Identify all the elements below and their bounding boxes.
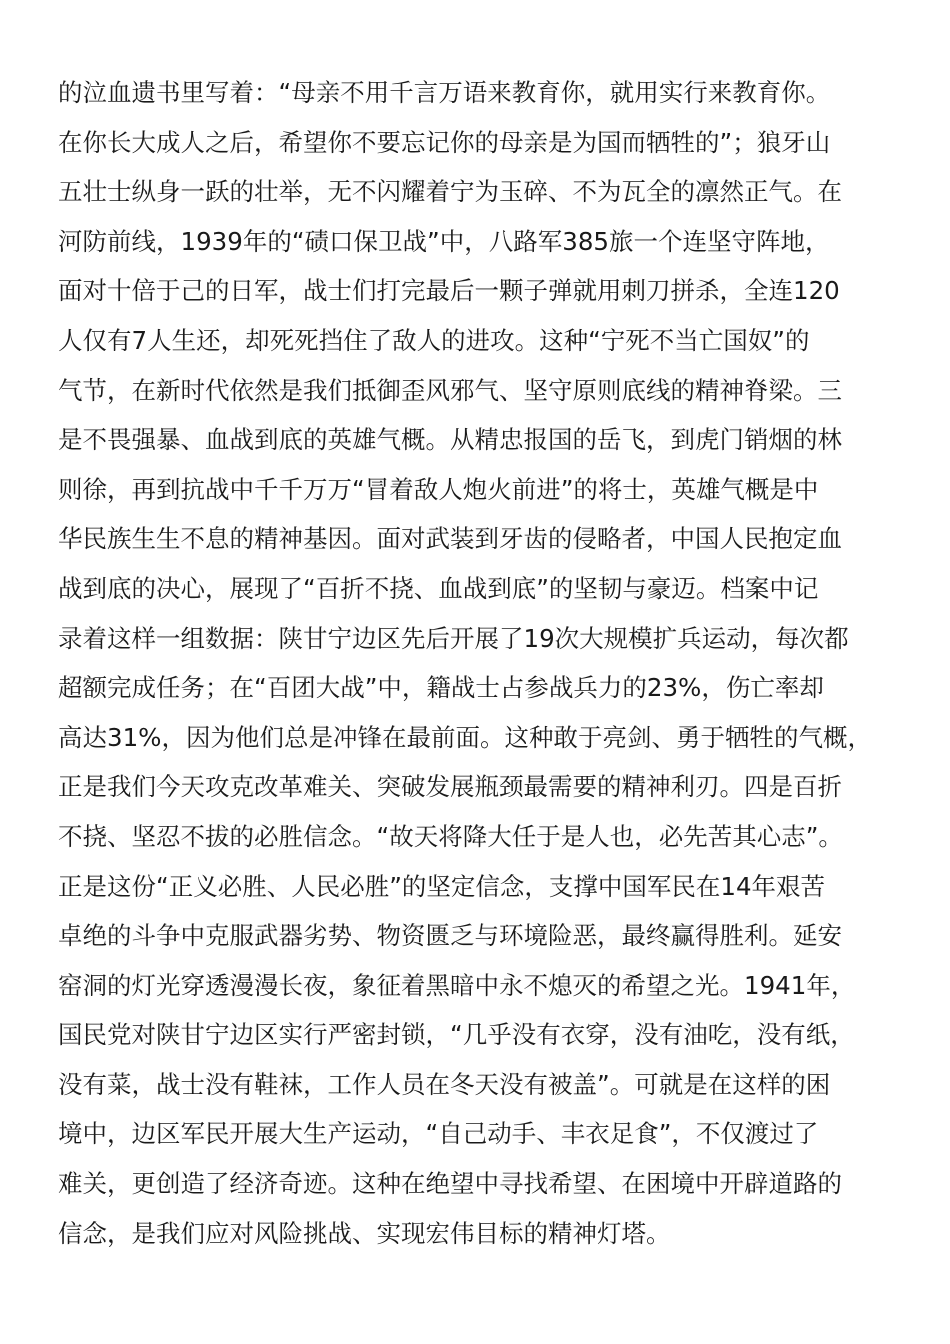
text-line-18: 卓绝的斗争中克服武器劣势、物资匮乏与环境险恶，最终赢得胜利。延安	[58, 921, 842, 951]
text-line-22: 境中，边区军民开展大生产运动，“自己动手、丰衣足食”，不仅渡过了	[58, 1119, 819, 1149]
text-line-9: 则徐，再到抗战中千千万万“冒着敌人炮火前进”的将士，英雄气概是中	[58, 474, 819, 504]
text-line-4: 河防前线，1939年的“碛口保卫战”中，八路军385旅一个连坚守阵地，	[58, 226, 830, 256]
text-line-1: 的泣血遗书里写着：“母亲不用千言万语来教育你，就用实行来教育你。	[58, 78, 831, 107]
text-line-7: 气节，在新时代依然是我们抵御歪风邪气、坚守原则底线的精神脊梁。三	[58, 375, 842, 405]
text-line-11: 战到底的决心，展现了“百折不挠、血战到底”的坚韧与豪迈。档案中记	[58, 573, 819, 603]
text-line-13: 超额完成任务；在“百团大战”中，籍战士占参战兵力的23%，伤亡率却	[58, 673, 824, 703]
text-line-20: 国民党对陕甘宁边区实行严密封锁，“几乎没有衣穿，没有油吃，没有纸，	[58, 1020, 855, 1050]
text-line-23: 难关，更创造了经济奇迹。这种在绝望中寻找希望、在困境中开辟道路的	[58, 1169, 842, 1199]
text-line-8: 是不畏强暴、血战到底的英雄气概。从精忠报国的岳飞，到虎门销烟的林	[58, 425, 842, 455]
text-line-16: 不挠、坚忍不拔的必胜信念。“故天将降大任于是人也，必先苦其心志”。	[58, 821, 843, 851]
text-line-2: 在你长大成人之后，希望你不要忘记你的母亲是为国而牺牲的”；狼牙山	[58, 127, 831, 157]
text-line-12: 录着这样一组数据：陕甘宁边区先后开展了19次大规模扩兵运动，每次都	[58, 623, 849, 653]
text-line-5: 面对十倍于己的日军，战士们打完最后一颗子弹就用刺刀拼杀，全连120	[58, 276, 840, 306]
text-line-15: 正是我们今天攻克改革难关、突破发展瓶颈最需要的精神利刃。四是百折	[58, 772, 842, 802]
text-line-10: 华民族生生不息的精神基因。面对武装到牙齿的侵略者，中国人民抱定血	[58, 524, 842, 554]
text-line-17: 正是这份“正义必胜、人民必胜”的坚定信念，支撑中国军民在14年艰苦	[58, 871, 826, 901]
text-line-24: 信念，是我们应对风险挑战、实现宏伟目标的精神灯塔。	[58, 1218, 671, 1248]
text-line-14: 高达31%，因为他们总是冲锋在最前面。这种敢于亮剑、勇于牺牲的气概，	[58, 722, 872, 752]
text-line-6: 人仅有7人生还，却死死挡住了敌人的进攻。这种“宁死不当亡国奴”的	[58, 325, 810, 355]
body-text	[58, 68, 898, 1258]
text-line-21: 没有菜，战士没有鞋袜，工作人员在冬天没有被盖”。可就是在这样的困	[58, 1069, 831, 1099]
text-line-3: 五壮士纵身一跃的壮举，无不闪耀着宁为玉碎、不为瓦全的凛然正气。在	[58, 177, 842, 207]
text-line-19: 窑洞的灯光穿透漫漫长夜，象征着黑暗中永不熄灭的希望之光。1941年，	[58, 970, 856, 1000]
